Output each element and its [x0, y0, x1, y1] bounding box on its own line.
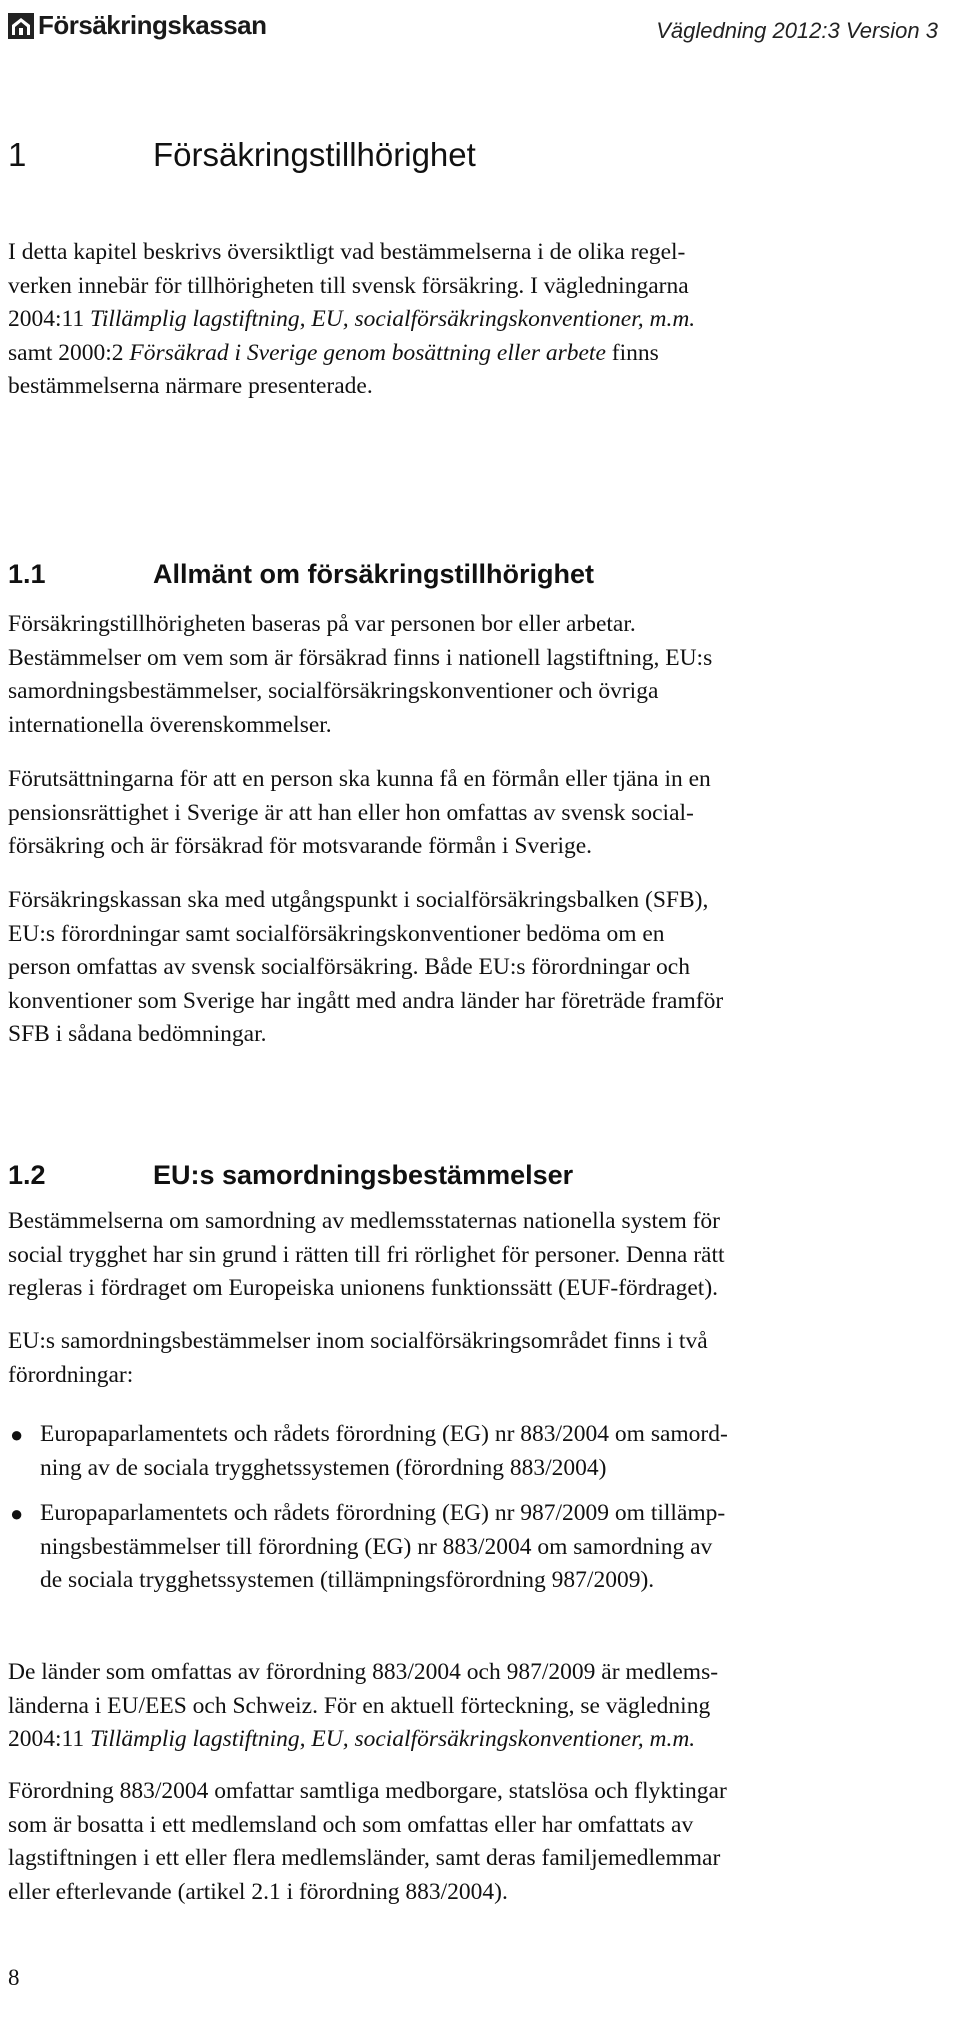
text-line: bestämmelserna närmare presenterade.	[8, 373, 373, 399]
text-line: konventioner som Sverige har ingått med andra länder har företräde framför	[8, 987, 724, 1014]
text-line: pensionsrättighet i Sverige är att han eller hon omfattas av svensk social-	[8, 799, 694, 826]
text-line	[8, 337, 948, 371]
list-item	[8, 1418, 948, 1485]
text-fragment: finns	[605, 339, 659, 366]
regulation-list	[8, 1418, 948, 1598]
paragraph	[8, 763, 948, 864]
page-header	[0, 0, 960, 60]
document-version: Vägledning 2012:3 Version 3	[656, 18, 938, 43]
guide-title: Tillämplig lagstiftning, EU, socialförsäkringskonventioner, m.m.	[90, 1726, 696, 1752]
text-line: Bestämmelser om vem som är försäkrad finns i nationell lagstiftning, EU:s	[8, 644, 713, 671]
paragraph	[8, 1205, 948, 1306]
list-item	[8, 1497, 948, 1598]
paragraph	[8, 1775, 948, 1909]
text-line: Försäkringstillhörigheten baseras på var personen bor eller arbetar.	[8, 611, 636, 637]
text-line: De länder som omfattas av förordning 883/2004 och 987/2009 är medlems-	[8, 1659, 719, 1685]
text-line: social trygghet har sin grund i rätten till fri rörlighet för personer. Denna rätt	[8, 1241, 725, 1268]
bullet-icon: ●	[10, 1422, 24, 1447]
text-line: ningsbestämmelser till förordning (EG) nr 883/2004 om samordning av	[40, 1533, 713, 1560]
logo-house-icon	[8, 13, 34, 39]
text-fragment: 2004:11	[8, 306, 91, 332]
paragraph	[8, 608, 948, 742]
text-line: Försäkringskassan ska med utgångspunkt i socialförsäkringsbalken (SFB),	[8, 887, 709, 913]
logo-text: Försäkringskassan	[38, 10, 267, 40]
paragraph	[8, 1656, 948, 1757]
chapter-title: Försäkringstillhörighet	[153, 136, 476, 173]
text-line: Förutsättningarna för att en person ska kunna få en förmån eller tjäna in en	[8, 766, 711, 792]
paragraph	[8, 884, 948, 1052]
text-line: regleras i fördraget om Europeiska unionens funktionssätt (EUF-fördraget).	[8, 1275, 719, 1301]
chapter-number: 1	[8, 136, 27, 173]
text-line: Europaparlamentets och rådets förordning (EG) nr 883/2004 om samord-	[40, 1421, 728, 1447]
text-line: försäkring och är försäkrad för motsvarande förmån i Sverige.	[8, 833, 593, 859]
logo	[8, 10, 267, 41]
text-line: som är bosatta i ett medlemsland och som omfattas eller har omfattats av	[8, 1811, 694, 1838]
intro-paragraph	[8, 236, 948, 404]
text-line: Förordning 883/2004 omfattar samtliga medborgare, statslösa och flyktingar	[8, 1778, 727, 1804]
text-fragment: 2004:11	[8, 1726, 91, 1752]
text-line: eller efterlevande (artikel 2.1 i förordning 883/2004).	[8, 1878, 508, 1905]
text-line: EU:s förordningar samt socialförsäkringskonventioner bedöma om en	[8, 920, 665, 947]
text-line: ning av de sociala trygghetssystemen (förordning 883/2004)	[40, 1454, 607, 1481]
text-line: lagstiftningen i ett eller flera medlemsländer, samt deras familjemedlemmar	[8, 1845, 721, 1871]
section-number: 1.1	[8, 559, 46, 589]
text-line: verken innebär för tillhörigheten till svensk försäkring. I vägledningarna	[8, 272, 689, 299]
text-line: förordningar:	[8, 1361, 134, 1388]
text-line: länderna i EU/EES och Schweiz. För en aktuell förteckning, se vägledning	[8, 1692, 711, 1719]
text-fragment: samt 2000:2	[8, 339, 130, 366]
text-line: I detta kapitel beskrivs översiktligt vad bestämmelserna i de olika regel-	[8, 239, 686, 265]
text-line: samordningsbestämmelser, socialförsäkringskonventioner och övriga	[8, 678, 659, 704]
section-heading-1-1	[8, 559, 594, 590]
text-line: SFB i sådana bedömningar.	[8, 1021, 267, 1047]
text-line: Europaparlamentets och rådets förordning (EG) nr 987/2009 om tillämp-	[40, 1500, 726, 1526]
section-title: Allmänt om försäkringstillhörighet	[153, 559, 595, 589]
text-line: Bestämmelserna om samordning av medlemsstaternas nationella system för	[8, 1208, 720, 1234]
chapter-heading	[8, 136, 476, 174]
section-heading-1-2	[8, 1160, 573, 1191]
text-line: de sociala trygghetssystemen (tillämpningsförordning 987/2009).	[40, 1567, 655, 1593]
text-line: person omfattas av svensk socialförsäkring. Både EU:s förordningar och	[8, 954, 690, 980]
section-title: EU:s samordningsbestämmelser	[153, 1160, 574, 1190]
text-line: EU:s samordningsbestämmelser inom socialförsäkringsområdet finns i två	[8, 1328, 708, 1354]
bullet-icon: ●	[10, 1501, 24, 1526]
text-line	[8, 303, 948, 337]
page-number: 8	[8, 1965, 20, 1990]
paragraph	[8, 1325, 948, 1392]
text-line	[8, 1723, 948, 1757]
section-number: 1.2	[8, 1160, 46, 1190]
guide-title: Tillämplig lagstiftning, EU, socialförsäkringskonventioner, m.m.	[90, 306, 696, 332]
text-line: internationella överenskommelser.	[8, 711, 332, 738]
guide-title: Försäkrad i Sverige genom bosättning eller arbete	[129, 339, 606, 366]
